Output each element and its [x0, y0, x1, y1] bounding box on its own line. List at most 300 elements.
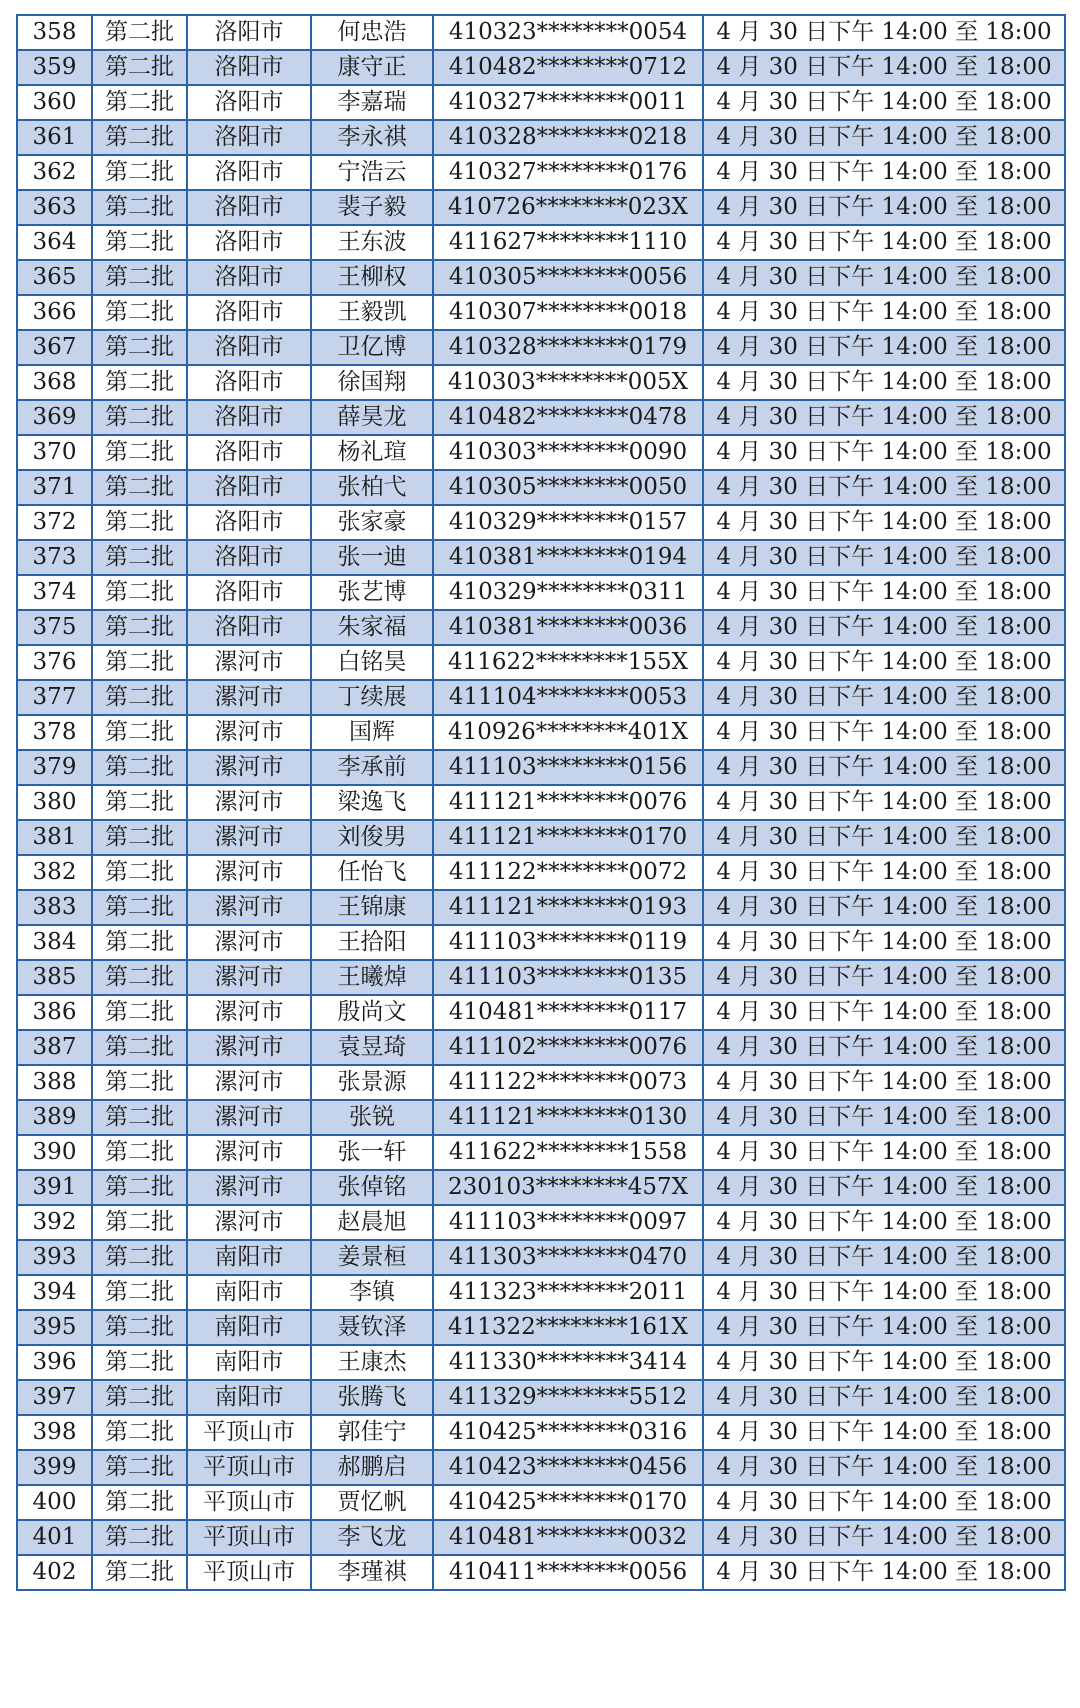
time-slot-cell: 4 月 30 日下午 14:00 至 18:00 — [703, 995, 1065, 1030]
row-number-cell: 380 — [17, 785, 92, 820]
name-cell: 王曦焯 — [311, 960, 433, 995]
row-number-cell: 368 — [17, 365, 92, 400]
city-cell: 洛阳市 — [187, 365, 311, 400]
name-cell: 张家豪 — [311, 505, 433, 540]
id-number-cell: 410329********0157 — [433, 505, 703, 540]
row-number-cell: 370 — [17, 435, 92, 470]
table-row — [17, 190, 1065, 225]
name-cell: 张腾飞 — [311, 1380, 433, 1415]
row-number-cell: 371 — [17, 470, 92, 505]
batch-cell: 第二批 — [92, 995, 187, 1030]
name-cell: 王锦康 — [311, 890, 433, 925]
table-row — [17, 890, 1065, 925]
time-slot-cell: 4 月 30 日下午 14:00 至 18:00 — [703, 1555, 1065, 1590]
city-cell: 洛阳市 — [187, 400, 311, 435]
table-row — [17, 1520, 1065, 1555]
city-cell: 南阳市 — [187, 1275, 311, 1310]
roster-table — [16, 14, 1066, 1591]
time-slot-cell: 4 月 30 日下午 14:00 至 18:00 — [703, 1310, 1065, 1345]
time-slot-cell: 4 月 30 日下午 14:00 至 18:00 — [703, 470, 1065, 505]
city-cell: 洛阳市 — [187, 540, 311, 575]
batch-cell: 第二批 — [92, 155, 187, 190]
city-cell: 洛阳市 — [187, 155, 311, 190]
table-row — [17, 995, 1065, 1030]
id-number-cell: 411103********0135 — [433, 960, 703, 995]
batch-cell: 第二批 — [92, 890, 187, 925]
batch-cell: 第二批 — [92, 960, 187, 995]
name-cell: 李飞龙 — [311, 1520, 433, 1555]
id-number-cell: 411122********0072 — [433, 855, 703, 890]
time-slot-cell: 4 月 30 日下午 14:00 至 18:00 — [703, 15, 1065, 50]
name-cell: 徐国翔 — [311, 365, 433, 400]
id-number-cell: 410425********0170 — [433, 1485, 703, 1520]
id-number-cell: 410482********0478 — [433, 400, 703, 435]
id-number-cell: 410423********0456 — [433, 1450, 703, 1485]
name-cell: 姜景桓 — [311, 1240, 433, 1275]
city-cell: 洛阳市 — [187, 330, 311, 365]
table-row — [17, 1170, 1065, 1205]
table-row — [17, 1485, 1065, 1520]
batch-cell: 第二批 — [92, 855, 187, 890]
name-cell: 张倬铭 — [311, 1170, 433, 1205]
time-slot-cell: 4 月 30 日下午 14:00 至 18:00 — [703, 715, 1065, 750]
time-slot-cell: 4 月 30 日下午 14:00 至 18:00 — [703, 225, 1065, 260]
time-slot-cell: 4 月 30 日下午 14:00 至 18:00 — [703, 1135, 1065, 1170]
batch-cell: 第二批 — [92, 330, 187, 365]
city-cell: 漯河市 — [187, 1135, 311, 1170]
name-cell: 李镇 — [311, 1275, 433, 1310]
name-cell: 郝鹏启 — [311, 1450, 433, 1485]
table-row — [17, 50, 1065, 85]
time-slot-cell: 4 月 30 日下午 14:00 至 18:00 — [703, 1380, 1065, 1415]
batch-cell: 第二批 — [92, 1100, 187, 1135]
id-number-cell: 411122********0073 — [433, 1065, 703, 1100]
city-cell: 漯河市 — [187, 785, 311, 820]
row-number-cell: 359 — [17, 50, 92, 85]
id-number-cell: 411627********1110 — [433, 225, 703, 260]
time-slot-cell: 4 月 30 日下午 14:00 至 18:00 — [703, 645, 1065, 680]
id-number-cell: 411323********2011 — [433, 1275, 703, 1310]
name-cell: 王东波 — [311, 225, 433, 260]
row-number-cell: 402 — [17, 1555, 92, 1590]
time-slot-cell: 4 月 30 日下午 14:00 至 18:00 — [703, 960, 1065, 995]
row-number-cell: 364 — [17, 225, 92, 260]
time-slot-cell: 4 月 30 日下午 14:00 至 18:00 — [703, 120, 1065, 155]
id-number-cell: 410303********0090 — [433, 435, 703, 470]
name-cell: 何忠浩 — [311, 15, 433, 50]
id-number-cell: 411121********0130 — [433, 1100, 703, 1135]
batch-cell: 第二批 — [92, 540, 187, 575]
time-slot-cell: 4 月 30 日下午 14:00 至 18:00 — [703, 610, 1065, 645]
city-cell: 洛阳市 — [187, 225, 311, 260]
name-cell: 赵晨旭 — [311, 1205, 433, 1240]
city-cell: 漯河市 — [187, 680, 311, 715]
row-number-cell: 381 — [17, 820, 92, 855]
name-cell: 王毅凯 — [311, 295, 433, 330]
batch-cell: 第二批 — [92, 50, 187, 85]
row-number-cell: 379 — [17, 750, 92, 785]
id-number-cell: 411622********1558 — [433, 1135, 703, 1170]
city-cell: 漯河市 — [187, 1205, 311, 1240]
table-row — [17, 540, 1065, 575]
name-cell: 张景源 — [311, 1065, 433, 1100]
table-row — [17, 1310, 1065, 1345]
batch-cell: 第二批 — [92, 85, 187, 120]
id-number-cell: 411622********155X — [433, 645, 703, 680]
row-number-cell: 365 — [17, 260, 92, 295]
table-row — [17, 645, 1065, 680]
batch-cell: 第二批 — [92, 1065, 187, 1100]
id-number-cell: 411121********0193 — [433, 890, 703, 925]
time-slot-cell: 4 月 30 日下午 14:00 至 18:00 — [703, 435, 1065, 470]
city-cell: 平顶山市 — [187, 1415, 311, 1450]
row-number-cell: 366 — [17, 295, 92, 330]
table-row — [17, 1450, 1065, 1485]
city-cell: 漯河市 — [187, 995, 311, 1030]
row-number-cell: 389 — [17, 1100, 92, 1135]
city-cell: 南阳市 — [187, 1380, 311, 1415]
table-row — [17, 1100, 1065, 1135]
table-row — [17, 85, 1065, 120]
name-cell: 王康杰 — [311, 1345, 433, 1380]
id-number-cell: 411330********3414 — [433, 1345, 703, 1380]
row-number-cell: 394 — [17, 1275, 92, 1310]
id-number-cell: 230103********457X — [433, 1170, 703, 1205]
time-slot-cell: 4 月 30 日下午 14:00 至 18:00 — [703, 260, 1065, 295]
table-row — [17, 15, 1065, 50]
batch-cell: 第二批 — [92, 1380, 187, 1415]
batch-cell: 第二批 — [92, 750, 187, 785]
id-number-cell: 410323********0054 — [433, 15, 703, 50]
name-cell: 刘俊男 — [311, 820, 433, 855]
name-cell: 国辉 — [311, 715, 433, 750]
id-number-cell: 411103********0097 — [433, 1205, 703, 1240]
city-cell: 南阳市 — [187, 1240, 311, 1275]
table-row — [17, 715, 1065, 750]
city-cell: 漯河市 — [187, 820, 311, 855]
table-row — [17, 1135, 1065, 1170]
time-slot-cell: 4 月 30 日下午 14:00 至 18:00 — [703, 1205, 1065, 1240]
time-slot-cell: 4 月 30 日下午 14:00 至 18:00 — [703, 50, 1065, 85]
city-cell: 平顶山市 — [187, 1485, 311, 1520]
name-cell: 裴子毅 — [311, 190, 433, 225]
name-cell: 张一轩 — [311, 1135, 433, 1170]
id-number-cell: 411121********0076 — [433, 785, 703, 820]
batch-cell: 第二批 — [92, 15, 187, 50]
city-cell: 平顶山市 — [187, 1555, 311, 1590]
row-number-cell: 383 — [17, 890, 92, 925]
table-row — [17, 680, 1065, 715]
name-cell: 丁续展 — [311, 680, 433, 715]
id-number-cell: 410481********0117 — [433, 995, 703, 1030]
time-slot-cell: 4 月 30 日下午 14:00 至 18:00 — [703, 155, 1065, 190]
row-number-cell: 385 — [17, 960, 92, 995]
row-number-cell: 390 — [17, 1135, 92, 1170]
batch-cell: 第二批 — [92, 260, 187, 295]
table-row — [17, 575, 1065, 610]
row-number-cell: 397 — [17, 1380, 92, 1415]
name-cell: 杨礼瑄 — [311, 435, 433, 470]
table-row — [17, 1205, 1065, 1240]
time-slot-cell: 4 月 30 日下午 14:00 至 18:00 — [703, 1030, 1065, 1065]
batch-cell: 第二批 — [92, 1240, 187, 1275]
row-number-cell: 378 — [17, 715, 92, 750]
table-row — [17, 1555, 1065, 1590]
batch-cell: 第二批 — [92, 295, 187, 330]
name-cell: 李瑾祺 — [311, 1555, 433, 1590]
city-cell: 南阳市 — [187, 1345, 311, 1380]
batch-cell: 第二批 — [92, 610, 187, 645]
row-number-cell: 388 — [17, 1065, 92, 1100]
roster-sheet — [16, 14, 1064, 1591]
name-cell: 薛昊龙 — [311, 400, 433, 435]
id-number-cell: 411104********0053 — [433, 680, 703, 715]
name-cell: 袁昱琦 — [311, 1030, 433, 1065]
table-row — [17, 1240, 1065, 1275]
row-number-cell: 391 — [17, 1170, 92, 1205]
city-cell: 漯河市 — [187, 715, 311, 750]
time-slot-cell: 4 月 30 日下午 14:00 至 18:00 — [703, 505, 1065, 540]
table-row — [17, 1065, 1065, 1100]
city-cell: 漯河市 — [187, 1170, 311, 1205]
table-row — [17, 505, 1065, 540]
id-number-cell: 410329********0311 — [433, 575, 703, 610]
batch-cell: 第二批 — [92, 680, 187, 715]
row-number-cell: 392 — [17, 1205, 92, 1240]
city-cell: 漯河市 — [187, 645, 311, 680]
batch-cell: 第二批 — [92, 715, 187, 750]
time-slot-cell: 4 月 30 日下午 14:00 至 18:00 — [703, 330, 1065, 365]
time-slot-cell: 4 月 30 日下午 14:00 至 18:00 — [703, 1170, 1065, 1205]
time-slot-cell: 4 月 30 日下午 14:00 至 18:00 — [703, 785, 1065, 820]
time-slot-cell: 4 月 30 日下午 14:00 至 18:00 — [703, 1065, 1065, 1100]
row-number-cell: 363 — [17, 190, 92, 225]
time-slot-cell: 4 月 30 日下午 14:00 至 18:00 — [703, 680, 1065, 715]
time-slot-cell: 4 月 30 日下午 14:00 至 18:00 — [703, 750, 1065, 785]
name-cell: 卫亿博 — [311, 330, 433, 365]
row-number-cell: 362 — [17, 155, 92, 190]
table-row — [17, 1380, 1065, 1415]
time-slot-cell: 4 月 30 日下午 14:00 至 18:00 — [703, 820, 1065, 855]
batch-cell: 第二批 — [92, 1205, 187, 1240]
batch-cell: 第二批 — [92, 400, 187, 435]
city-cell: 洛阳市 — [187, 260, 311, 295]
table-row — [17, 365, 1065, 400]
name-cell: 王拾阳 — [311, 925, 433, 960]
row-number-cell: 395 — [17, 1310, 92, 1345]
id-number-cell: 410305********0050 — [433, 470, 703, 505]
city-cell: 平顶山市 — [187, 1450, 311, 1485]
row-number-cell: 372 — [17, 505, 92, 540]
table-row — [17, 925, 1065, 960]
table-row — [17, 1345, 1065, 1380]
name-cell: 梁逸飞 — [311, 785, 433, 820]
batch-cell: 第二批 — [92, 1310, 187, 1345]
row-number-cell: 377 — [17, 680, 92, 715]
id-number-cell: 411303********0470 — [433, 1240, 703, 1275]
time-slot-cell: 4 月 30 日下午 14:00 至 18:00 — [703, 1485, 1065, 1520]
city-cell: 漯河市 — [187, 960, 311, 995]
city-cell: 洛阳市 — [187, 505, 311, 540]
name-cell: 李永祺 — [311, 120, 433, 155]
time-slot-cell: 4 月 30 日下午 14:00 至 18:00 — [703, 85, 1065, 120]
name-cell: 聂钦泽 — [311, 1310, 433, 1345]
name-cell: 任怡飞 — [311, 855, 433, 890]
batch-cell: 第二批 — [92, 225, 187, 260]
id-number-cell: 410328********0218 — [433, 120, 703, 155]
name-cell: 张艺博 — [311, 575, 433, 610]
table-row — [17, 750, 1065, 785]
row-number-cell: 398 — [17, 1415, 92, 1450]
table-row — [17, 960, 1065, 995]
time-slot-cell: 4 月 30 日下午 14:00 至 18:00 — [703, 925, 1065, 960]
batch-cell: 第二批 — [92, 1170, 187, 1205]
row-number-cell: 375 — [17, 610, 92, 645]
city-cell: 洛阳市 — [187, 120, 311, 155]
table-row — [17, 295, 1065, 330]
id-number-cell: 411103********0156 — [433, 750, 703, 785]
batch-cell: 第二批 — [92, 645, 187, 680]
table-row — [17, 435, 1065, 470]
batch-cell: 第二批 — [92, 575, 187, 610]
name-cell: 郭佳宁 — [311, 1415, 433, 1450]
roster-table-body — [17, 15, 1065, 1590]
table-row — [17, 260, 1065, 295]
id-number-cell: 410381********0036 — [433, 610, 703, 645]
row-number-cell: 387 — [17, 1030, 92, 1065]
id-number-cell: 411103********0119 — [433, 925, 703, 960]
name-cell: 白铭昊 — [311, 645, 433, 680]
row-number-cell: 374 — [17, 575, 92, 610]
row-number-cell: 373 — [17, 540, 92, 575]
name-cell: 张柏弋 — [311, 470, 433, 505]
table-row — [17, 1415, 1065, 1450]
table-row — [17, 820, 1065, 855]
id-number-cell: 410726********023X — [433, 190, 703, 225]
city-cell: 漯河市 — [187, 1065, 311, 1100]
time-slot-cell: 4 月 30 日下午 14:00 至 18:00 — [703, 1275, 1065, 1310]
time-slot-cell: 4 月 30 日下午 14:00 至 18:00 — [703, 1450, 1065, 1485]
row-number-cell: 396 — [17, 1345, 92, 1380]
city-cell: 洛阳市 — [187, 435, 311, 470]
batch-cell: 第二批 — [92, 1520, 187, 1555]
batch-cell: 第二批 — [92, 505, 187, 540]
city-cell: 洛阳市 — [187, 295, 311, 330]
time-slot-cell: 4 月 30 日下午 14:00 至 18:00 — [703, 855, 1065, 890]
city-cell: 洛阳市 — [187, 85, 311, 120]
time-slot-cell: 4 月 30 日下午 14:00 至 18:00 — [703, 575, 1065, 610]
id-number-cell: 410307********0018 — [433, 295, 703, 330]
name-cell: 王柳权 — [311, 260, 433, 295]
name-cell: 李承前 — [311, 750, 433, 785]
id-number-cell: 410328********0179 — [433, 330, 703, 365]
table-row — [17, 855, 1065, 890]
batch-cell: 第二批 — [92, 820, 187, 855]
id-number-cell: 410303********005X — [433, 365, 703, 400]
row-number-cell: 369 — [17, 400, 92, 435]
time-slot-cell: 4 月 30 日下午 14:00 至 18:00 — [703, 365, 1065, 400]
name-cell: 张锐 — [311, 1100, 433, 1135]
id-number-cell: 410327********0176 — [433, 155, 703, 190]
id-number-cell: 410482********0712 — [433, 50, 703, 85]
table-row — [17, 785, 1065, 820]
city-cell: 漯河市 — [187, 1030, 311, 1065]
table-row — [17, 400, 1065, 435]
city-cell: 洛阳市 — [187, 610, 311, 645]
batch-cell: 第二批 — [92, 1415, 187, 1450]
city-cell: 洛阳市 — [187, 50, 311, 85]
batch-cell: 第二批 — [92, 1555, 187, 1590]
table-row — [17, 1030, 1065, 1065]
id-number-cell: 411102********0076 — [433, 1030, 703, 1065]
name-cell: 朱家福 — [311, 610, 433, 645]
row-number-cell: 399 — [17, 1450, 92, 1485]
time-slot-cell: 4 月 30 日下午 14:00 至 18:00 — [703, 1345, 1065, 1380]
city-cell: 洛阳市 — [187, 190, 311, 225]
time-slot-cell: 4 月 30 日下午 14:00 至 18:00 — [703, 1100, 1065, 1135]
batch-cell: 第二批 — [92, 365, 187, 400]
city-cell: 南阳市 — [187, 1310, 311, 1345]
row-number-cell: 401 — [17, 1520, 92, 1555]
batch-cell: 第二批 — [92, 1450, 187, 1485]
batch-cell: 第二批 — [92, 1345, 187, 1380]
name-cell: 张一迪 — [311, 540, 433, 575]
id-number-cell: 411322********161X — [433, 1310, 703, 1345]
batch-cell: 第二批 — [92, 1275, 187, 1310]
city-cell: 洛阳市 — [187, 470, 311, 505]
batch-cell: 第二批 — [92, 1030, 187, 1065]
batch-cell: 第二批 — [92, 470, 187, 505]
name-cell: 李嘉瑞 — [311, 85, 433, 120]
id-number-cell: 410327********0011 — [433, 85, 703, 120]
id-number-cell: 410381********0194 — [433, 540, 703, 575]
batch-cell: 第二批 — [92, 1485, 187, 1520]
row-number-cell: 400 — [17, 1485, 92, 1520]
row-number-cell: 360 — [17, 85, 92, 120]
time-slot-cell: 4 月 30 日下午 14:00 至 18:00 — [703, 190, 1065, 225]
row-number-cell: 361 — [17, 120, 92, 155]
row-number-cell: 384 — [17, 925, 92, 960]
id-number-cell: 411121********0170 — [433, 820, 703, 855]
row-number-cell: 382 — [17, 855, 92, 890]
name-cell: 贾忆帆 — [311, 1485, 433, 1520]
time-slot-cell: 4 月 30 日下午 14:00 至 18:00 — [703, 890, 1065, 925]
batch-cell: 第二批 — [92, 190, 187, 225]
time-slot-cell: 4 月 30 日下午 14:00 至 18:00 — [703, 1520, 1065, 1555]
table-row — [17, 120, 1065, 155]
batch-cell: 第二批 — [92, 1135, 187, 1170]
row-number-cell: 367 — [17, 330, 92, 365]
city-cell: 洛阳市 — [187, 575, 311, 610]
batch-cell: 第二批 — [92, 785, 187, 820]
city-cell: 漯河市 — [187, 1100, 311, 1135]
batch-cell: 第二批 — [92, 120, 187, 155]
row-number-cell: 376 — [17, 645, 92, 680]
city-cell: 漯河市 — [187, 750, 311, 785]
time-slot-cell: 4 月 30 日下午 14:00 至 18:00 — [703, 1415, 1065, 1450]
id-number-cell: 410411********0056 — [433, 1555, 703, 1590]
name-cell: 康守正 — [311, 50, 433, 85]
city-cell: 平顶山市 — [187, 1520, 311, 1555]
table-row — [17, 330, 1065, 365]
id-number-cell: 410926********401X — [433, 715, 703, 750]
time-slot-cell: 4 月 30 日下午 14:00 至 18:00 — [703, 295, 1065, 330]
city-cell: 漯河市 — [187, 890, 311, 925]
city-cell: 漯河市 — [187, 925, 311, 960]
table-row — [17, 155, 1065, 190]
batch-cell: 第二批 — [92, 925, 187, 960]
city-cell: 洛阳市 — [187, 15, 311, 50]
